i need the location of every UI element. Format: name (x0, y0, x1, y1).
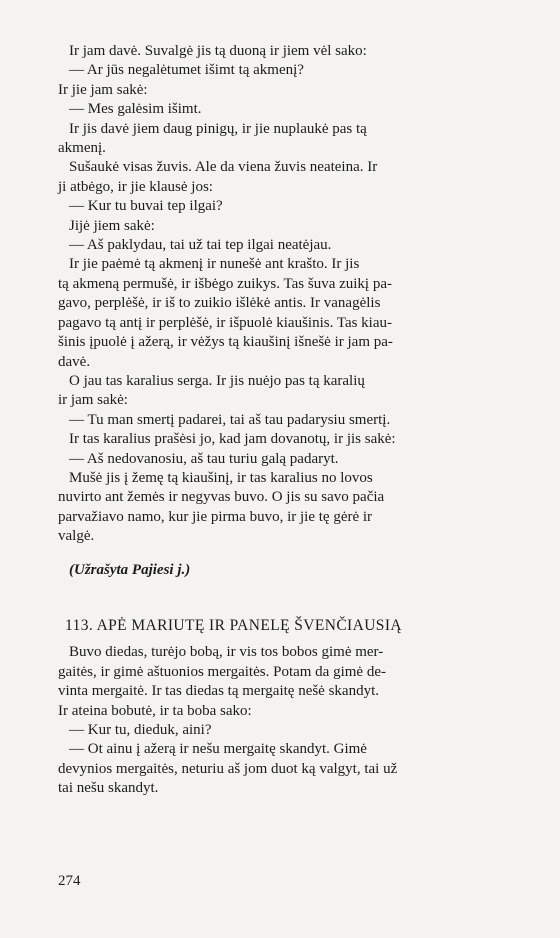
text-line: pagavo tą antį ir perplėšė, ir išpuolė kiaušinis. Tas kiau- (58, 314, 393, 331)
text-line: devynios mergaitės, neturiu aš jom duot ką valgyt, tai už (58, 760, 398, 777)
source-note: (Užrašyta Pajiesi j.) (69, 561, 191, 578)
text-line: akmenį. (58, 140, 106, 157)
text-line: — Tu man smertį padarei, tai aš tau padarysiu smertį. (69, 411, 391, 428)
text-line: — Kur tu buvai tep ilgai? (69, 198, 223, 215)
text-line: Mušė jis į žemę tą kiaušinį, ir tas karalius no lovos (69, 469, 373, 486)
text-line: Ir jam davė. Suvalgė jis tą duoną ir jiem vėl sako: (69, 43, 367, 59)
text-line: O jau tas karalius serga. Ir jis nuėjo pas tą karalių (69, 372, 365, 389)
story-text-continued (58, 42, 508, 547)
text-line: — Aš paklydau, tai už tai tep ilgai neatėjau. (69, 237, 332, 254)
text-line: — Ot ainu į ažerą ir nešu mergaitę skandyt. Gimė (69, 741, 367, 758)
story-text-113 (58, 643, 508, 798)
text-line: — Mes galėsim išimt. (69, 101, 202, 118)
text-line: — Kur tu, dieduk, aini? (69, 722, 212, 738)
text-line: ir jam sakė: (58, 392, 128, 409)
text-line: nuvirto ant žemės ir negyvas buvo. O jis su savo pačia (58, 489, 385, 506)
text-line: Jijė jiem sakė: (69, 217, 155, 234)
text-line: parvažiavo namo, kur jie pirma buvo, ir jie tę gėrė ir (58, 508, 373, 525)
text-line: — Aš nedovanosiu, aš tau turiu galą padaryt. (69, 450, 339, 467)
text-line: davė. (58, 353, 91, 370)
text-line: Ir jie paėmė tą akmenį ir nunešė ant krašto. Ir jis (69, 256, 360, 273)
text-line: ji atbėgo, ir jie klausė jos: (58, 178, 213, 195)
text-line: Ir ateina bobutė, ir ta boba sako: (58, 702, 252, 719)
text-line: Ir jis davė jiem daug pinigų, ir jie nuplaukė pas tą (69, 120, 367, 137)
text-line: Sušaukė visas žuvis. Ale da viena žuvis neateina. Ir (69, 159, 378, 176)
story-heading: 113. APĖ MARIUTĘ IR PANELĘ ŠVENČIAUSIĄ (65, 616, 402, 634)
text-line: gaitės, ir gimė aštuonios mergaitės. Potam da gimė de- (58, 663, 386, 680)
text-line: gavo, perplėšė, ir iš to zuikio išlėkė antis. Ir vanagėlis (58, 295, 381, 312)
text-line: šinis įpuolė į ažerą, ir vėžys tą kiaušinį išnešė ir jam pa- (58, 334, 393, 351)
text-line: vinta mergaitė. Ir tas diedas tą mergaitę nešė skandyt. (58, 683, 380, 700)
text-line: — Ar jūs negalėtumet išimt tą akmenį? (69, 62, 304, 79)
text-line: tą akmeną permušė, ir išbėgo zuikys. Tas šuva zuikį pa- (58, 275, 392, 292)
text-line: Ir tas karalius prašėsi jo, kad jam dovanotų, ir jis sakė: (69, 431, 396, 448)
text-line: tai nešu skandyt. (58, 780, 159, 797)
text-line: Ir jie jam sakė: (58, 81, 148, 98)
book-page (58, 42, 508, 799)
text-line: valgė. (58, 528, 95, 545)
page-number: 274 (58, 873, 81, 889)
text-line: Buvo diedas, turėjo bobą, ir vis tos bobos gimė mer- (69, 644, 384, 661)
